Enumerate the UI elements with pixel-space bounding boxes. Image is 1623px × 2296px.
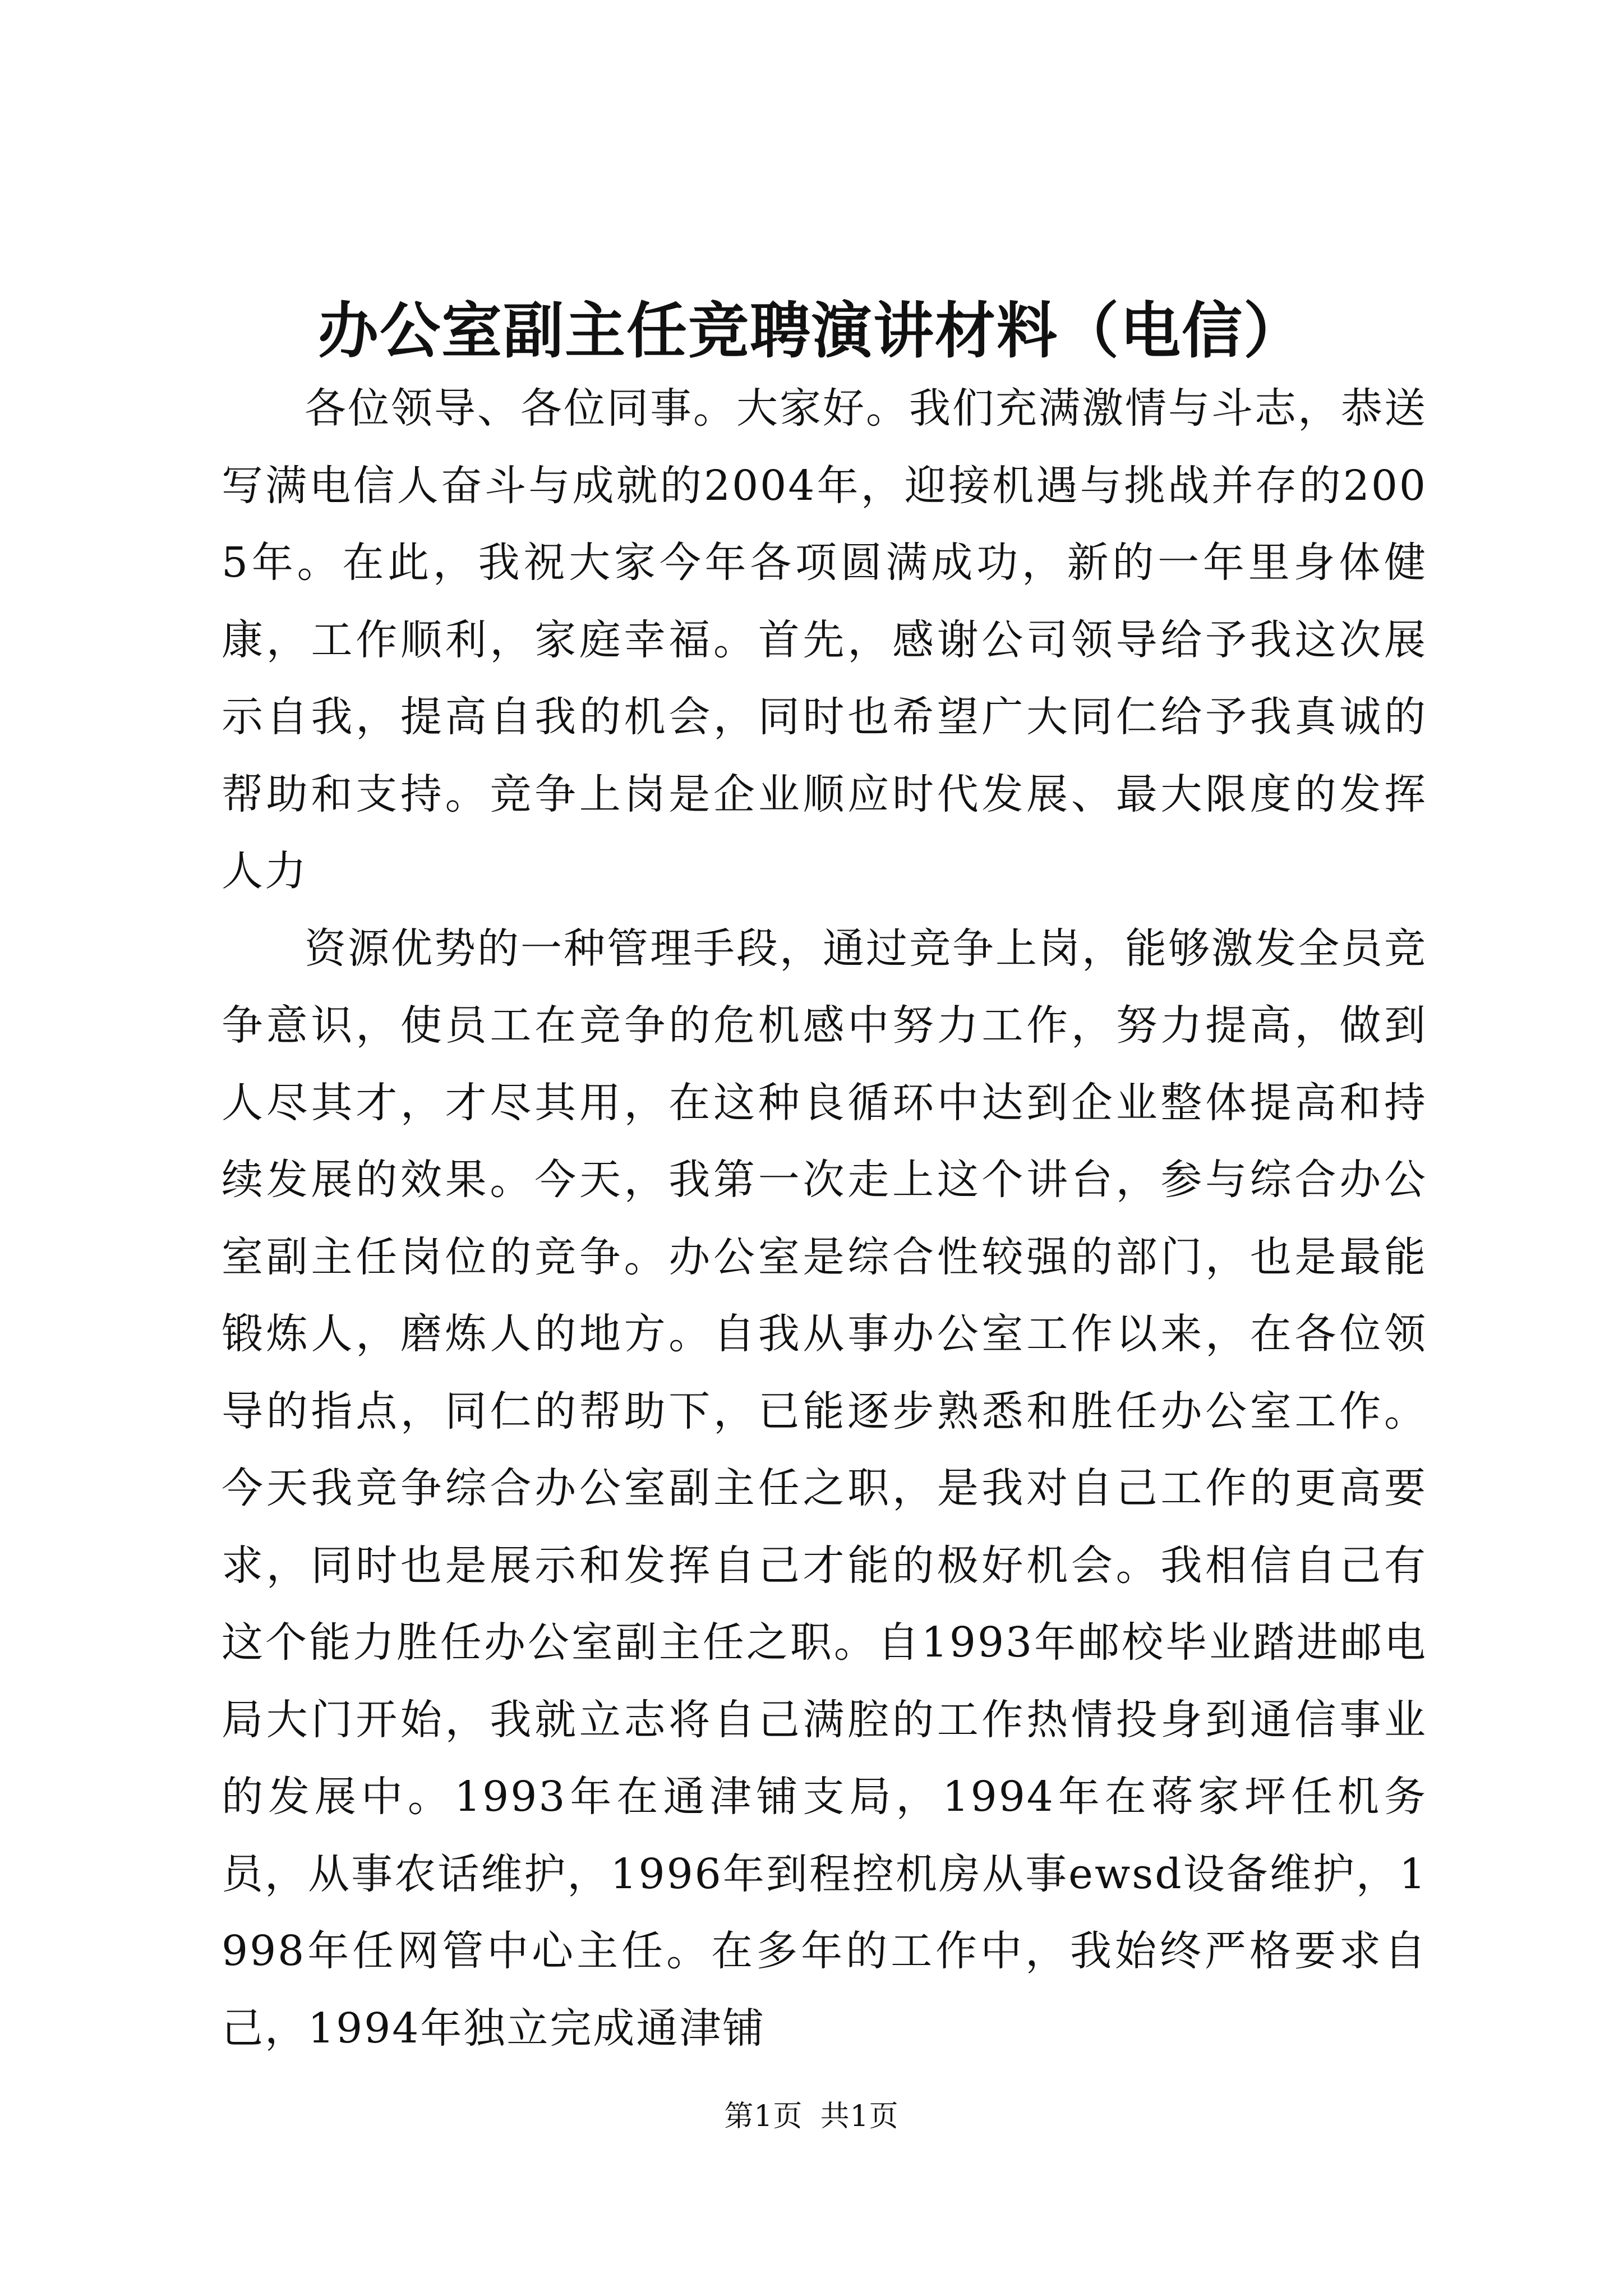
document-body bbox=[222, 370, 1427, 2067]
document-title: 办公室副主任竞聘演讲材料（电信） bbox=[317, 296, 1305, 366]
paragraph-2: 资源优势的一种管理手段，通过竞争上岗，能够激发全员竞争意识，使员工在竞争的危机感中努力工作，努力提高，做到人尽其才，才尽其用，在这种良循环中达到企业整体提高和持续发展的效果。今天，我第一次走上这个讲台，参与综合办公室副主任岗位的竞争。办公室是综合性较强的部门，也是最能锻炼人，磨炼人的地方。自我从事办公室工作以来，在各位领导的指点，同仁的帮助下，已能逐步熟悉和胜任办公室工作。今天我竞争综合办公室副主任之职，是我对自己工作的更高要求，同时也是展示和发挥自己才能的极好机会。我相信自己有这个能力胜任办公室副主任之职。自1993年邮校毕业踏进邮电局大门开始，我就立志将自己满腔的工作热情投身到通信事业的发展中。1993年在通津铺支局，1994年在蒋家坪任机务员，从事农话维护，1996年到程控机房从事ewsd设备维护，1998年任网管中心主任。在多年的工作中，我始终严格要求自己，1994年独立完成通津铺 bbox=[222, 924, 1427, 2053]
page-footer bbox=[0, 2097, 1623, 2136]
page-number: 第1页 bbox=[724, 2100, 803, 2133]
page-total: 共1页 bbox=[820, 2100, 899, 2133]
paragraph-1: 各位领导、各位同事。大家好。我们充满激情与斗志，恭送写满电信人奋斗与成就的2004年，迎接机遇与挑战并存的2005年。在此，我祝大家今年各项圆满成功，新的一年里身体健康，工作顺利，家庭幸福。首先，感谢公司领导给予我这次展示自我，提高自我的机会，同时也希望广大同仁给予我真诚的帮助和支持。竞争上岗是企业顺应时代发展、最大限度的发挥人力 bbox=[222, 384, 1427, 895]
